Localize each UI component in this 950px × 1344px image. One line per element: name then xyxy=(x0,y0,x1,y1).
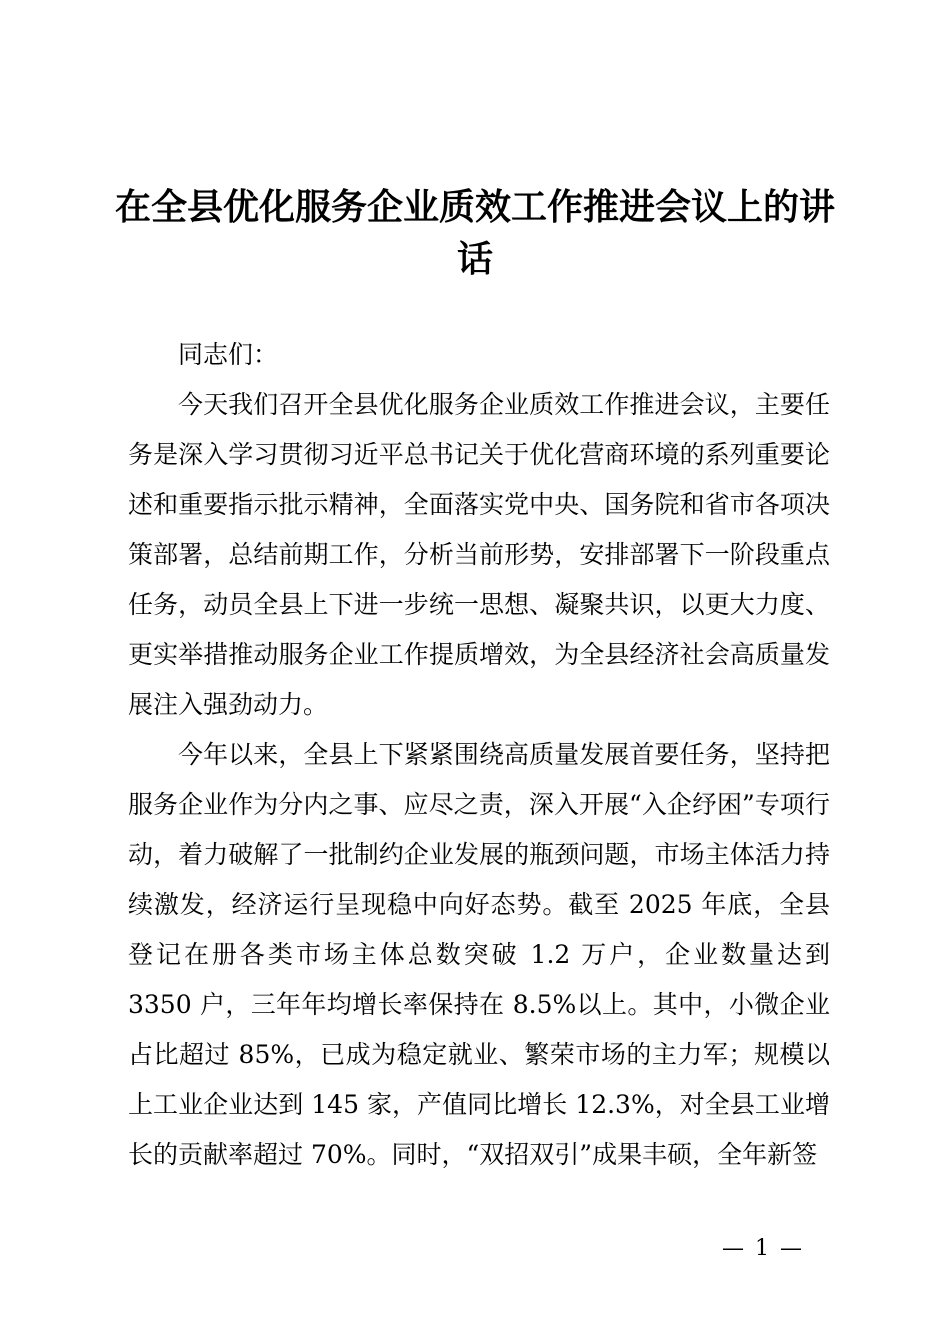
paragraph-2: 今年以来，全县上下紧紧围绕高质量发展首要任务，坚持把服务企业作为分内之事、应尽之责，深入开展“入企纾困”专项行动，着力破解了一批制约企业发展的瓶颈问题，市场主体活力持续激发，经济运行呈现稳中向好态势。截至 2025 年底，全县登记在册各类市场主体总数突破 1.2 万户，企业数量达到 3350 户，三年年均增长率保持在 8.5%以上。其中，小微企业占比超过 85%，已成为稳定就业、繁荣市场的主力军；规模以上工业企业达到 145 家，产值同比增长 12.3%，对全县工业增长的贡献率超过 70%。同时，“双招双引”成果丰硕，全年新签 xyxy=(128,740,830,1169)
paragraph-1: 今天我们召开全县优化服务企业质效工作推进会议，主要任务是深入学习贯彻习近平总书记关于优化营商环境的系列重要论述和重要指示批示精神，全面落实党中央、国务院和省市各项决策部署，总结前期工作，分析当前形势，安排部署下一阶段重点任务，动员全县上下进一步统一思想、凝聚共识，以更大力度、更实举措推动服务企业工作提质增效，为全县经济社会高质量发展注入强劲动力。 xyxy=(128,390,830,719)
document-title: 在全县优化服务企业质效工作推进会议上的讲话 xyxy=(114,187,835,280)
document-body xyxy=(128,330,830,1180)
page-number: — 1 — xyxy=(722,1236,804,1261)
salutation: 同志们： xyxy=(178,340,279,369)
